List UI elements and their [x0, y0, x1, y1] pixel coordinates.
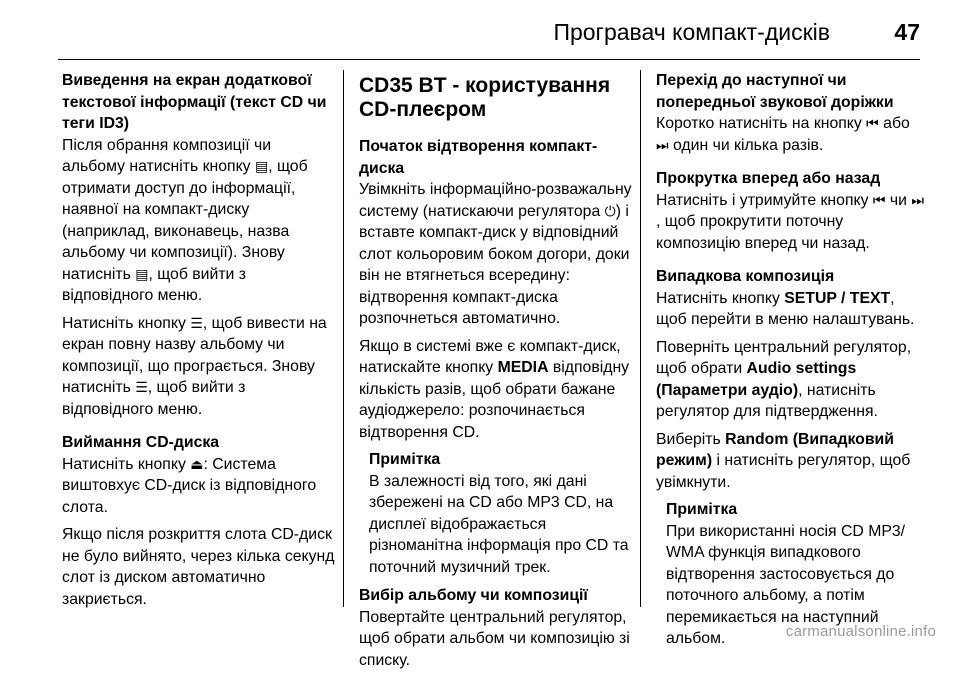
- text: або: [878, 115, 910, 132]
- menu-item-label: Random (Випадковий режим): [656, 430, 894, 469]
- paragraph: [656, 288, 924, 331]
- section-title: Перехід до наступної чи попередньої звукової доріжки: [656, 72, 894, 111]
- text: : Система виштовхує CD-диск із відповідного слота.: [62, 455, 317, 516]
- text: Коротко натисніть на кнопку: [656, 115, 867, 132]
- paragraph: [656, 113, 924, 156]
- media-button-label: MEDIA: [497, 359, 549, 376]
- column-middle: [359, 70, 634, 677]
- text: і натисніть регулятор, щоб увімкнути.: [656, 452, 911, 491]
- paragraph: [62, 135, 337, 307]
- text: Якщо в системі вже є компакт-диск, натискайте кнопку: [359, 337, 621, 376]
- note-title: Примітка: [369, 451, 441, 468]
- text-button-icon: ☰: [190, 314, 203, 331]
- page-number: 47: [894, 19, 920, 45]
- text: відповідну кількість разів, щоб обрати бажане аудіоджерело: розпочинається відтворення CD.: [359, 359, 630, 441]
- header-rule: [58, 59, 920, 60]
- paragraph: [656, 429, 924, 494]
- paragraph: [359, 179, 634, 330]
- text: , щоб вивести на екран повну назву альбому чи композиції, що програється. Знову натисніть: [62, 314, 327, 396]
- text: Натисніть кнопку: [62, 314, 191, 332]
- column-divider: [343, 70, 344, 607]
- info-button-icon: ▤: [135, 265, 149, 282]
- text: , щоб вийти з відповідного меню.: [62, 379, 246, 418]
- power-icon: ⏻: [604, 202, 616, 219]
- page-header-title: Програвач компакт-дисків: [553, 19, 830, 45]
- section-title: Прокрутка вперед або назад: [656, 170, 881, 187]
- text: , щоб вийти з відповідного меню.: [62, 265, 247, 304]
- text: , щоб прокрутити поточну композицію вперед чи назад.: [656, 213, 870, 252]
- previous-track-icon: ⏮: [872, 191, 886, 208]
- text: чи: [885, 191, 912, 209]
- note-text: В залежності від того, які дані збережені на CD або MP3 CD, на дисплеї відображається різноманітна інформація про CD та поточний музичний трек.: [369, 472, 629, 576]
- paragraph: Якщо після розкриття слота CD-диск не було вийнято, через кілька секунд слот із диском автоматично закриється.: [62, 526, 335, 608]
- text-button-icon: ☰: [135, 379, 148, 395]
- section-title: Вибір альбому чи композиції: [359, 587, 588, 604]
- text: ) і вставте компакт-диск у відповідний слот кольоровим боком догори, доки він не втягнеться всередину: відтворення компакт-диска розпочнеться автоматично.: [359, 202, 630, 327]
- text: Після обрання композиції чи альбому натисніть кнопку: [62, 136, 272, 175]
- column-left: [62, 70, 337, 616]
- paragraph: [359, 336, 634, 444]
- next-track-icon: ⏭: [656, 136, 669, 153]
- previous-track-icon: ⏮: [866, 115, 879, 131]
- column-divider: [640, 70, 641, 607]
- paragraph: [62, 313, 337, 421]
- note-title: Примітка: [666, 501, 738, 518]
- text: Натисніть і утримуйте кнопку: [656, 191, 873, 209]
- text: Натисніть кнопку: [62, 455, 191, 473]
- paragraph: Повертайте центральний регулятор, щоб обрати альбом чи композицію зі списку.: [359, 608, 630, 669]
- text: один чи кілька разів.: [668, 136, 824, 154]
- text: Поверніть центральний регулятор, щоб обрати: [656, 338, 912, 377]
- text: Виберіть: [656, 430, 726, 448]
- menu-item-label: Audio settings (Параметри аудіо): [656, 360, 857, 399]
- eject-icon: ⏏: [190, 455, 204, 472]
- watermark: carmanualsonline.info: [785, 623, 936, 640]
- next-track-icon: ⏭: [911, 191, 924, 208]
- text: Увімкніть інформаційно-розважальну систему (натискаючи регулятора: [359, 181, 632, 220]
- paragraph: [656, 190, 924, 255]
- text: , натисніть регулятор для підтвердження.: [656, 381, 878, 420]
- info-button-icon: ▤: [254, 158, 269, 174]
- paragraph: [656, 337, 924, 423]
- section-title: Виймання CD-диска: [62, 434, 220, 451]
- text: , щоб перейти в меню налаштувань.: [656, 289, 915, 328]
- note-box: [359, 449, 634, 578]
- column-right: [656, 70, 924, 657]
- note-text: При використанні носія CD MP3/ WMA функція випадкового відтворення застосовується до поточного альбому, а потім перемикається на наступний альбом.: [666, 522, 906, 647]
- text: , щоб отримати доступ до інформації, наявної на компакт-диску (наприклад, виконавець, назва альбому чи композиції). Знову натисніть: [62, 158, 308, 283]
- section-title: Виведення на екран додаткової текстової інформації (текст CD чи теги ID3): [62, 72, 327, 132]
- setup-button-label: SETUP / TEXT: [784, 289, 891, 307]
- section-title: Випадкова композиція: [656, 268, 835, 285]
- chapter-title: CD35 BT - користування CD-плеєром: [359, 74, 611, 121]
- paragraph: [62, 454, 337, 519]
- section-title: Початок відтворення компакт-диска: [359, 138, 598, 177]
- text: Натисніть кнопку: [656, 289, 785, 307]
